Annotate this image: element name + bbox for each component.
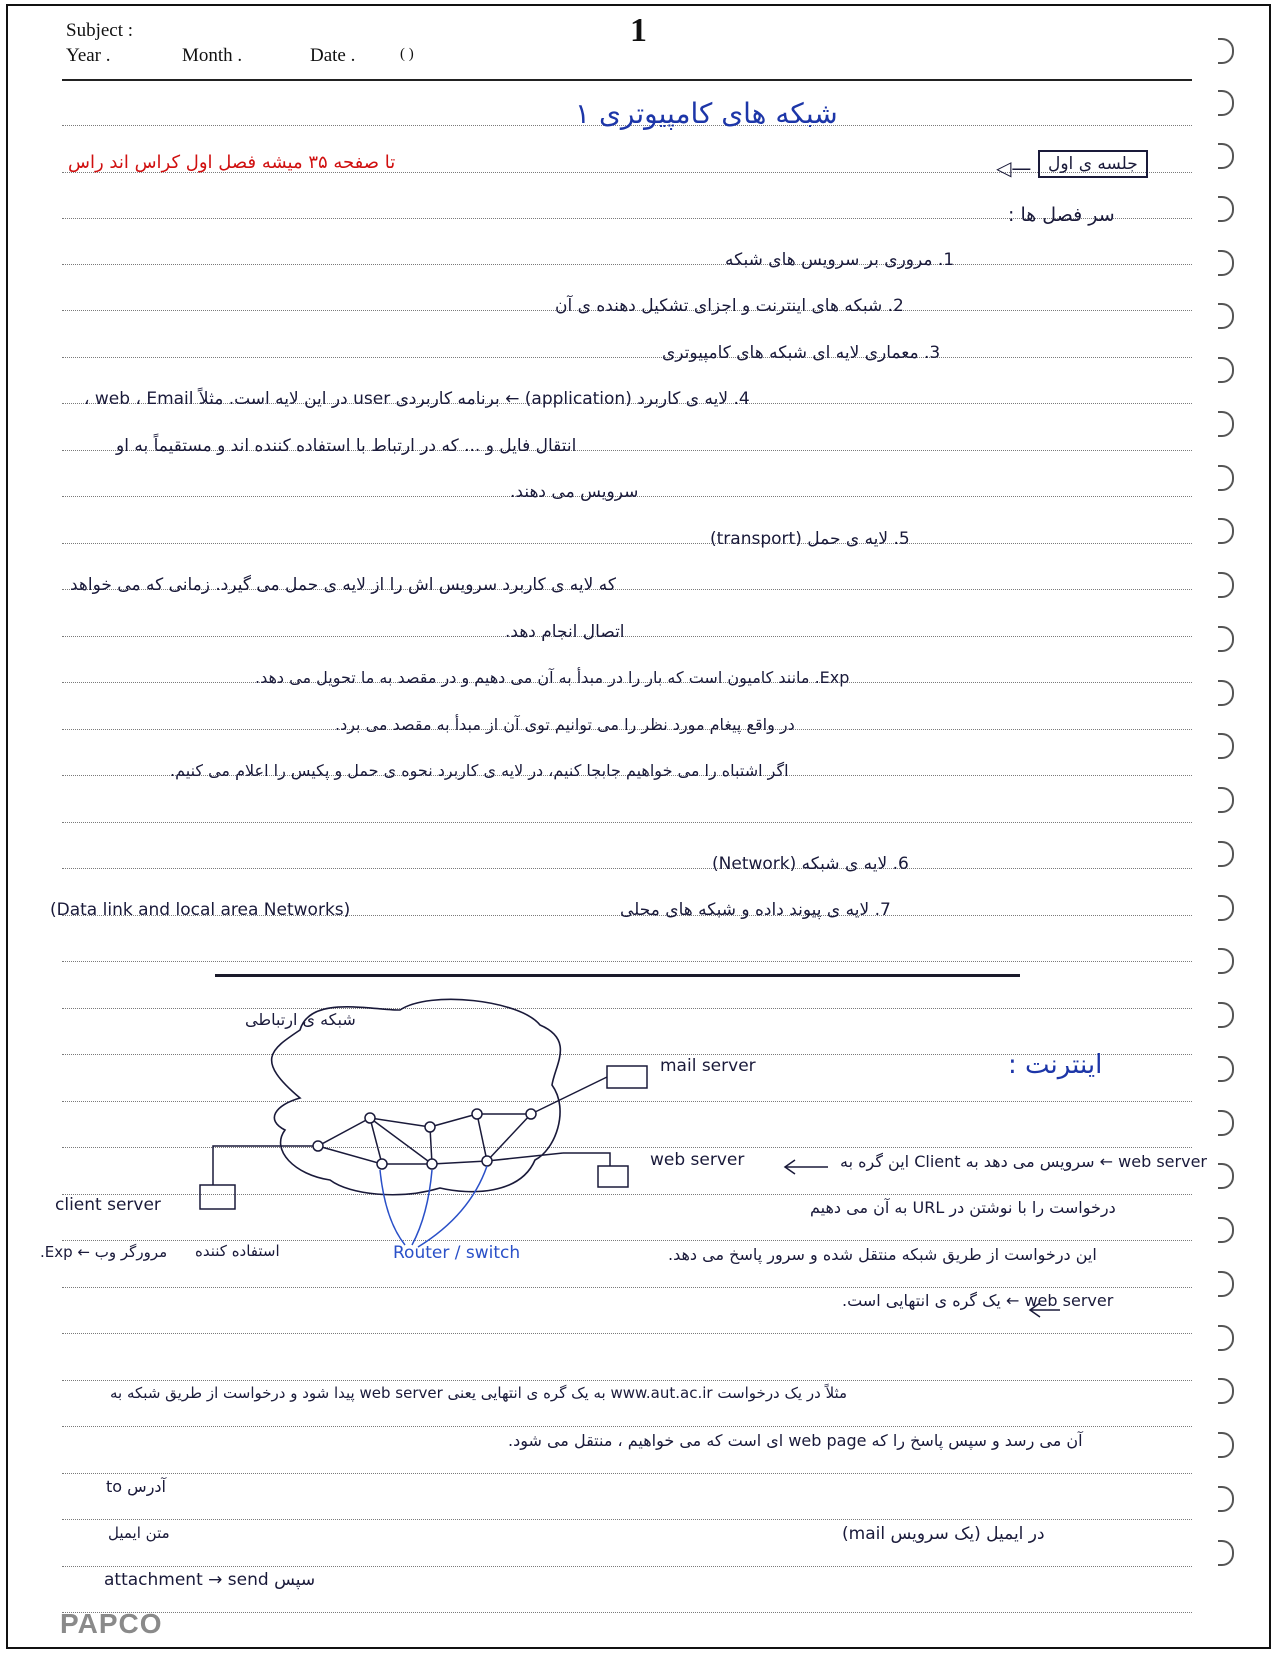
list-item: اتصال انجام دهد.	[505, 622, 625, 642]
exp-browser-label: مرورگر وب ← Exp.	[40, 1243, 168, 1261]
client-box	[200, 1185, 235, 1209]
email-service-line: در ایمیل (یک سرویس mail)	[842, 1524, 1045, 1544]
session-box: جلسه ی اول	[1038, 150, 1148, 178]
list-item: 3. معماری لایه ای شبکه های کامپیوتری	[662, 343, 941, 363]
internet-line: این درخواست از طریق شبکه منتقل شده و سرور پاسخ می دهد.	[668, 1245, 1097, 1264]
mail-server-box	[607, 1066, 647, 1088]
attachment-line: attachment → send سپس	[104, 1570, 316, 1590]
list-item: که لایه ی کاربرد سرویس اش را از لایه ی حمل می گیرد. زمانی که می خواهد	[70, 575, 616, 595]
web-server-label: web server	[650, 1150, 745, 1170]
email-text-label: متن ایمیل	[108, 1524, 170, 1542]
date-label: Date .	[310, 45, 356, 66]
date-parens: ( )	[400, 46, 414, 62]
page-title: شبکه های کامپیوتری ۱	[575, 97, 838, 130]
red-note: تا صفحه ۳۵ میشه فصل اول کراس اند راس	[68, 152, 396, 173]
router-node	[482, 1156, 492, 1166]
list-item: 1. مروری بر سرویس های شبکه	[725, 250, 955, 270]
router-node	[427, 1159, 437, 1169]
example-line: آن می رسد و سپس پاسخ را که web page ای است که می خواهیم ، منتقل می شود.	[508, 1431, 1083, 1450]
internet-line: web server ← یک گره ی انتهایی است.	[842, 1291, 1114, 1310]
to-address-line: to آدرس	[106, 1477, 166, 1496]
router-node	[365, 1113, 375, 1123]
page-number: 1	[630, 12, 647, 49]
router-node	[377, 1159, 387, 1169]
router-node	[425, 1122, 435, 1132]
list-item: سرویس می دهند.	[510, 482, 639, 502]
cloud-label: شبکه ی ارتباطی	[245, 1010, 356, 1029]
web-server-box	[598, 1166, 628, 1187]
user-label: استفاده کننده	[195, 1242, 280, 1260]
list-item: Exp. مانند کامیون است که بار را در مبدأ به آن می دهیم و در مقصد به ما تحویل می دهد.	[255, 668, 850, 687]
arrow-left-icon: ◁—	[996, 156, 1032, 180]
topics-heading: سر فصل ها :	[1008, 204, 1115, 226]
router-node	[313, 1141, 323, 1151]
example-line: مثلاً در یک درخواست www.aut.ac.ir به یک گره ی انتهایی یعنی web server پیدا شود و درخواست از طریق شبکه به	[110, 1384, 848, 1402]
list-item: 5. لایه ی حمل (transport)	[710, 529, 910, 549]
list-item: 4. لایه ی کاربرد (application) ← برنامه کاربردی user در این لایه است. مثلاً web ، Email ،	[84, 389, 750, 409]
mail-server-label: mail server	[660, 1056, 756, 1076]
list-item: 7. لایه ی پیوند داده و شبکه های محلی	[620, 900, 891, 920]
router-switch-label: Router / switch	[393, 1243, 521, 1263]
router-node	[472, 1109, 482, 1119]
internet-line: web server ← سرویس می دهد به Client این گره به	[840, 1152, 1207, 1171]
list-item: 2. شبکه های اینترنت و اجزای تشکیل دهنده ی آن	[555, 296, 904, 316]
list-item: در واقع پیغام مورد نظر را می توانیم توی آن از مبدأ به مقصد می برد.	[335, 715, 795, 734]
internet-heading: اینترنت :	[1008, 1050, 1103, 1080]
subject-label: Subject :	[66, 20, 134, 41]
router-pointer-lines	[380, 1166, 487, 1247]
router-node	[526, 1109, 536, 1119]
item7-english: (Data link and local area Networks)	[50, 900, 351, 920]
client-server-label: client server	[55, 1195, 161, 1215]
month-label: Month .	[182, 45, 243, 66]
list-item: انتقال فایل و ... که در ارتباط با استفاده کننده اند و مستقیماً به او	[116, 436, 577, 456]
list-item: 6. لایه ی شبکه (Network)	[712, 854, 909, 874]
list-item: اگر اشتباه را می خواهیم جابجا کنیم، در لایه ی کاربرد نحوه ی حمل و پکیس را اعلام می کنیم.	[170, 761, 789, 780]
internet-line: درخواست را با نوشتن در URL به آن می دهیم	[810, 1198, 1116, 1217]
network-links	[213, 1077, 610, 1185]
year-label: Year .	[66, 45, 111, 66]
papco-logo: PAPCO	[60, 1608, 163, 1639]
